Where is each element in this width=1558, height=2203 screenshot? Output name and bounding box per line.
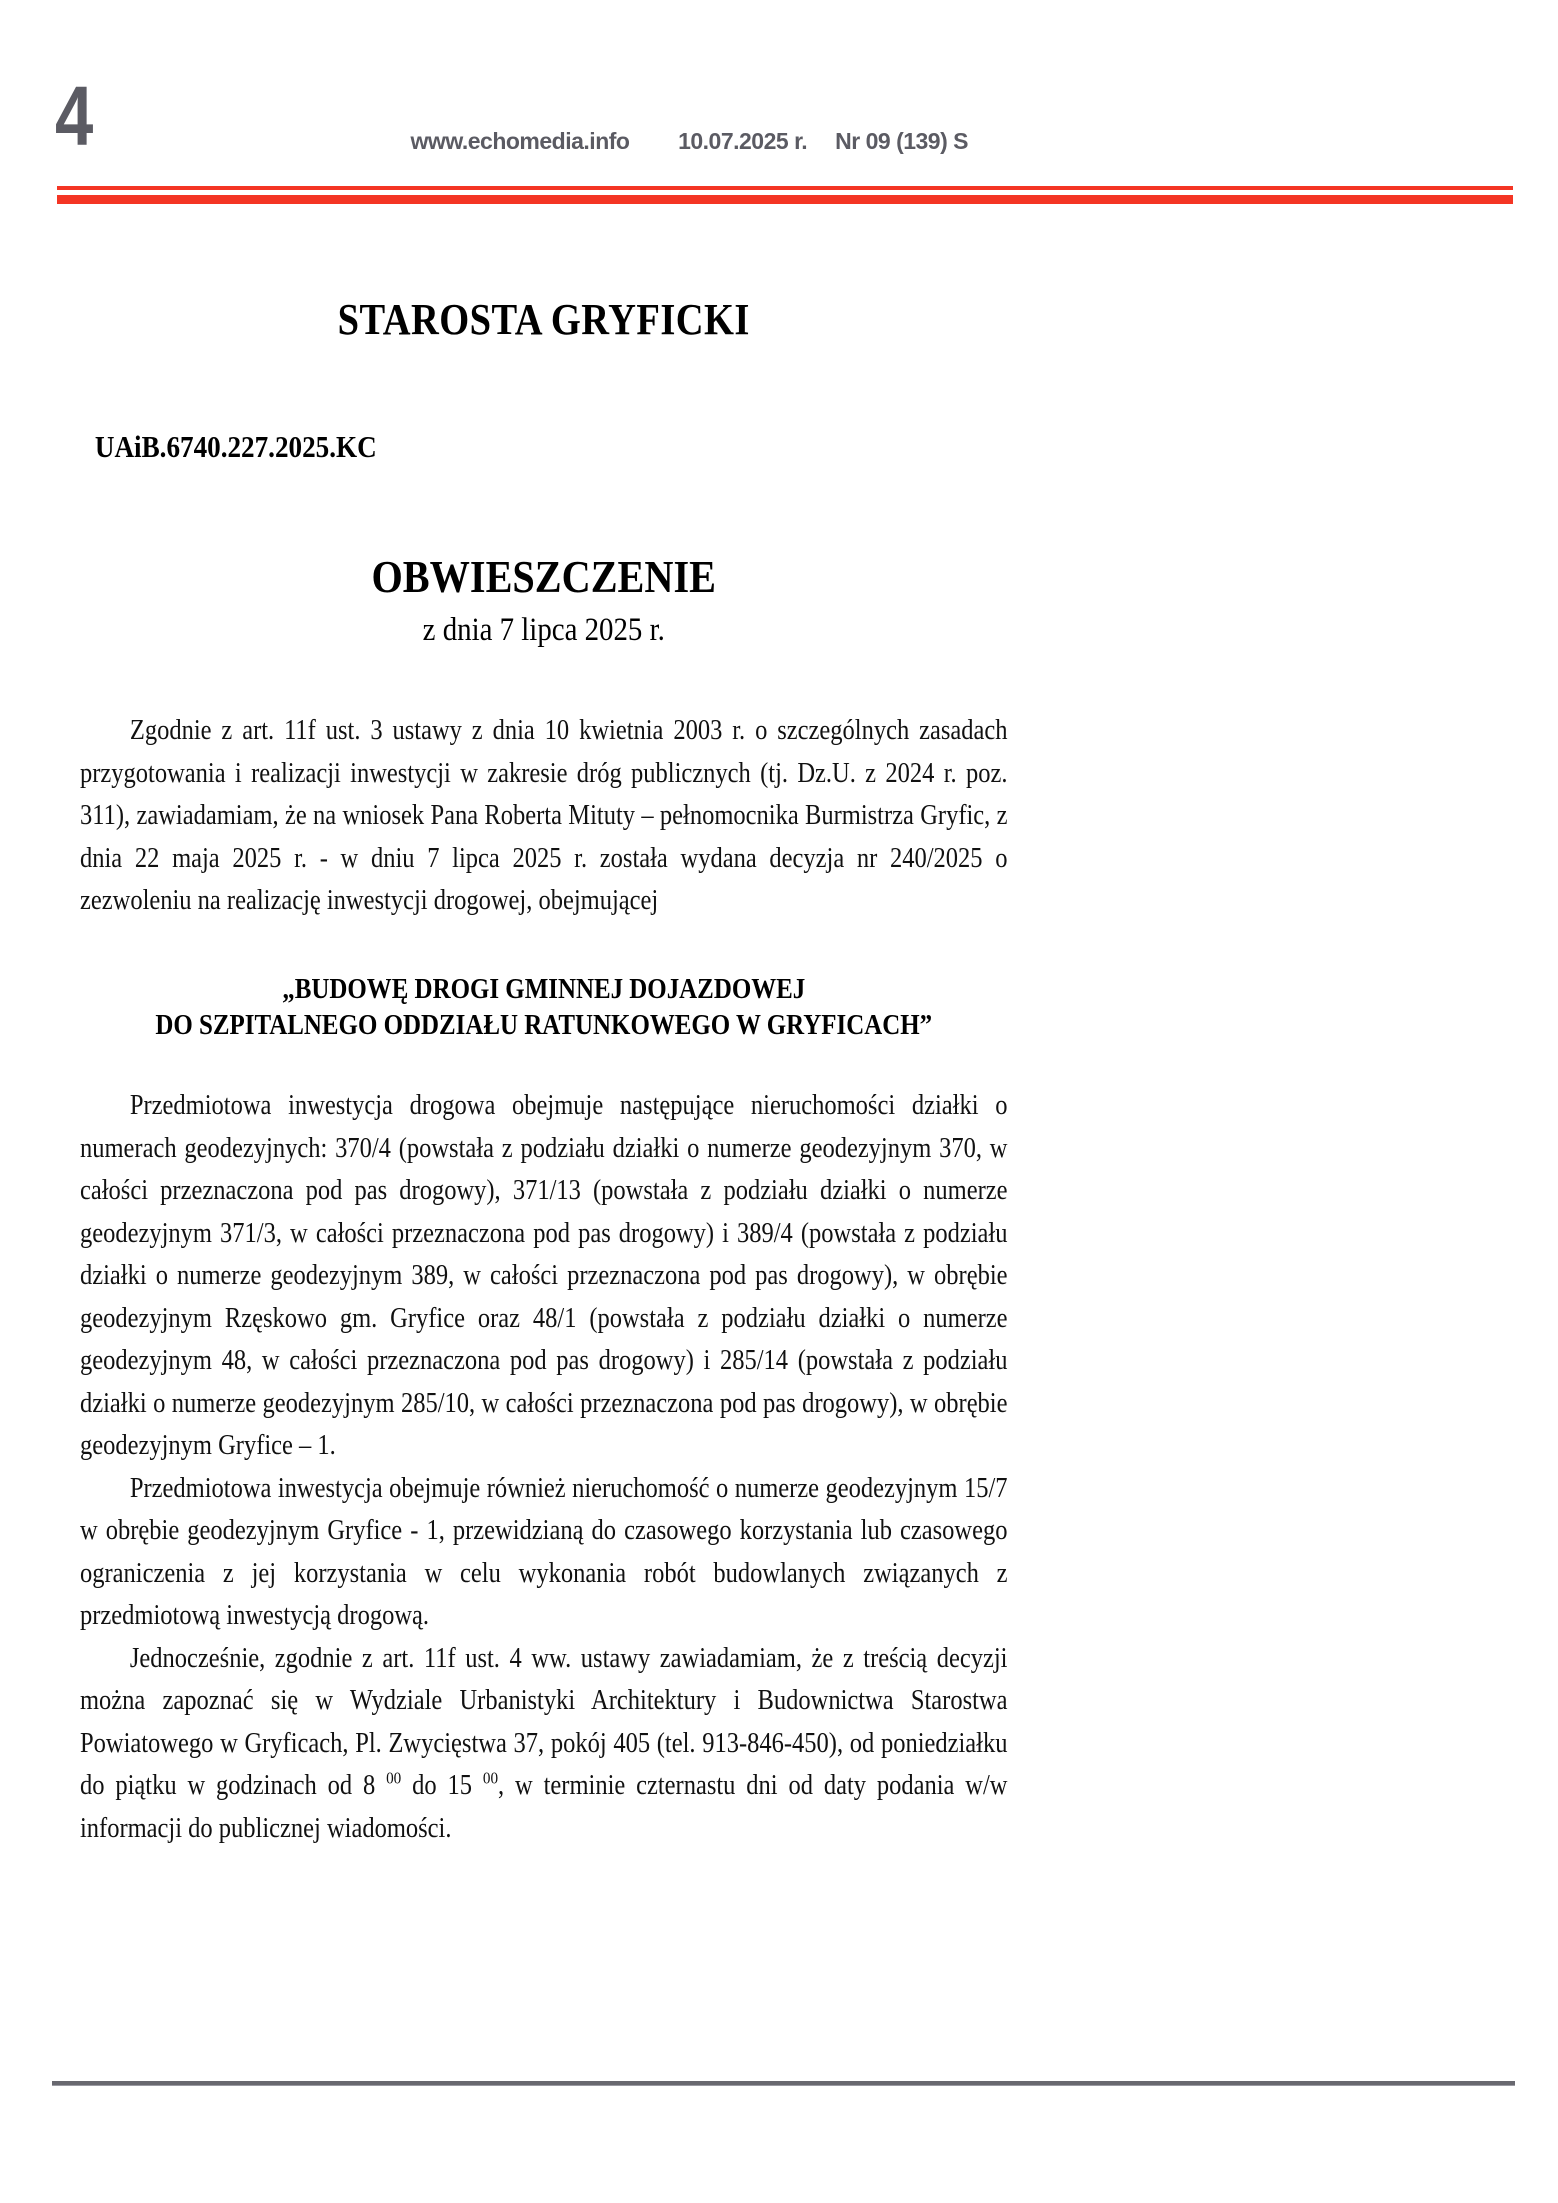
footer-rule: [52, 2081, 1515, 2086]
issue-date: 10.07.2025 r.: [678, 128, 808, 154]
subject-heading: [80, 972, 1008, 1044]
paragraph-legal-basis: Zgodnie z art. 11f ust. 3 ustawy z dnia 10 kwietnia 2003 r. o szczególnych zasadach przygotowania i realizacji inwestycji w zakresie dróg publicznych (tj. Dz.U. z 2024 r. poz. 311), zawiadamiam, że na wniosek Pana Roberta Mituty – pełnomocnika Burmistrza Gryfic, z dnia 22 maja 2025 r. - w dniu 7 lipca 2025 r. została wydana decyzja nr 240/2025 o zezwoleniu na realizację inwestycji drogowej, obejmującej: [80, 715, 1008, 916]
hour-superscript-1: 00: [386, 1768, 402, 1788]
paragraph-review-info: [80, 1638, 1008, 1851]
issue-number: Nr 09 (139) S: [835, 128, 968, 154]
paragraph-review-info-text-1: Jednocześnie, zgodnie z art. 11f ust. 4 ww. ustawy zawiadamiam, że z treścią decyzji można zapoznać się w Wydziale Urbanistyki Architektury i Budownictwa Starostwa Powiatowego w Gryficach, Pl. Zwycięstwa 37, pokój 405 (tel. 913-846-450), od poniedziałku do piątku w godzinach od 8: [80, 1642, 1008, 1801]
authority-title: STAROSTA GRYFICKI: [337, 295, 750, 344]
paragraph-review-info-text-2: do 15: [401, 1770, 483, 1801]
hour-superscript-2: 00: [482, 1768, 499, 1788]
subject-heading-line-1: „BUDOWĘ DROGI GMINNEJ DOJAZDOWEJ: [282, 974, 806, 1005]
case-reference-number: UAiB.6740.227.2025.KC: [94, 429, 377, 464]
paragraph-parcels: Przedmiotowa inwestycja drogowa obejmuje następujące nieruchomości działki o numerach geodezyjnych: 370/4 (powstała z podziału działki o numerze geodezyjnym 370, w całości przeznaczona pod pas drogowy), 371/13 (powstała z podziału działki o numerze geodezyjnym 371/3, w całości przeznaczona pod pas drogowy) i 389/4 (powstała z podziału działki o numerze geodezyjnym 389, w całości przeznaczona pod pas drogowy), w obrębie geodezyjnym Rzęskowo gm. Gryfice oraz 48/1 (powstała z podziału działki o numerze geodezyjnym 48, w całości przeznaczona pod pas drogowy) i 285/14 (powstała z podziału działki o numerze geodezyjnym 285/10, w całości przeznaczona pod pas drogowy), w obrębie geodezyjnym Gryfice – 1.: [80, 1090, 1008, 1461]
page-number: 4: [55, 69, 94, 163]
paragraph-temporary-use: Przedmiotowa inwestycja obejmuje również nieruchomość o numerze geodezyjnym 15/7 w obrębie geodezyjnym Gryfice - 1, przewidzianą do czasowego korzystania lub czasowego ograniczenia z jej korzystania w celu wykonania robót budowlanych związanych z przedmiotową inwestycją drogową.: [80, 1472, 1008, 1631]
notice-title: OBWIESZCZENIE: [371, 551, 716, 602]
website-url: www.echomedia.info: [410, 128, 630, 154]
subject-heading-line-2: DO SZPITALNEGO ODDZIAŁU RATUNKOWEGO W GRYFICACH”: [155, 1010, 933, 1041]
notice-date-line: z dnia 7 lipca 2025 r.: [422, 612, 665, 648]
notice-body: [80, 1085, 1008, 1850]
notice-document: [80, 0, 1008, 2203]
paragraph-review-info-text-3: , w terminie czternastu dni od daty podania w/w informacji do publicznej wiadomości.: [80, 1770, 1008, 1844]
